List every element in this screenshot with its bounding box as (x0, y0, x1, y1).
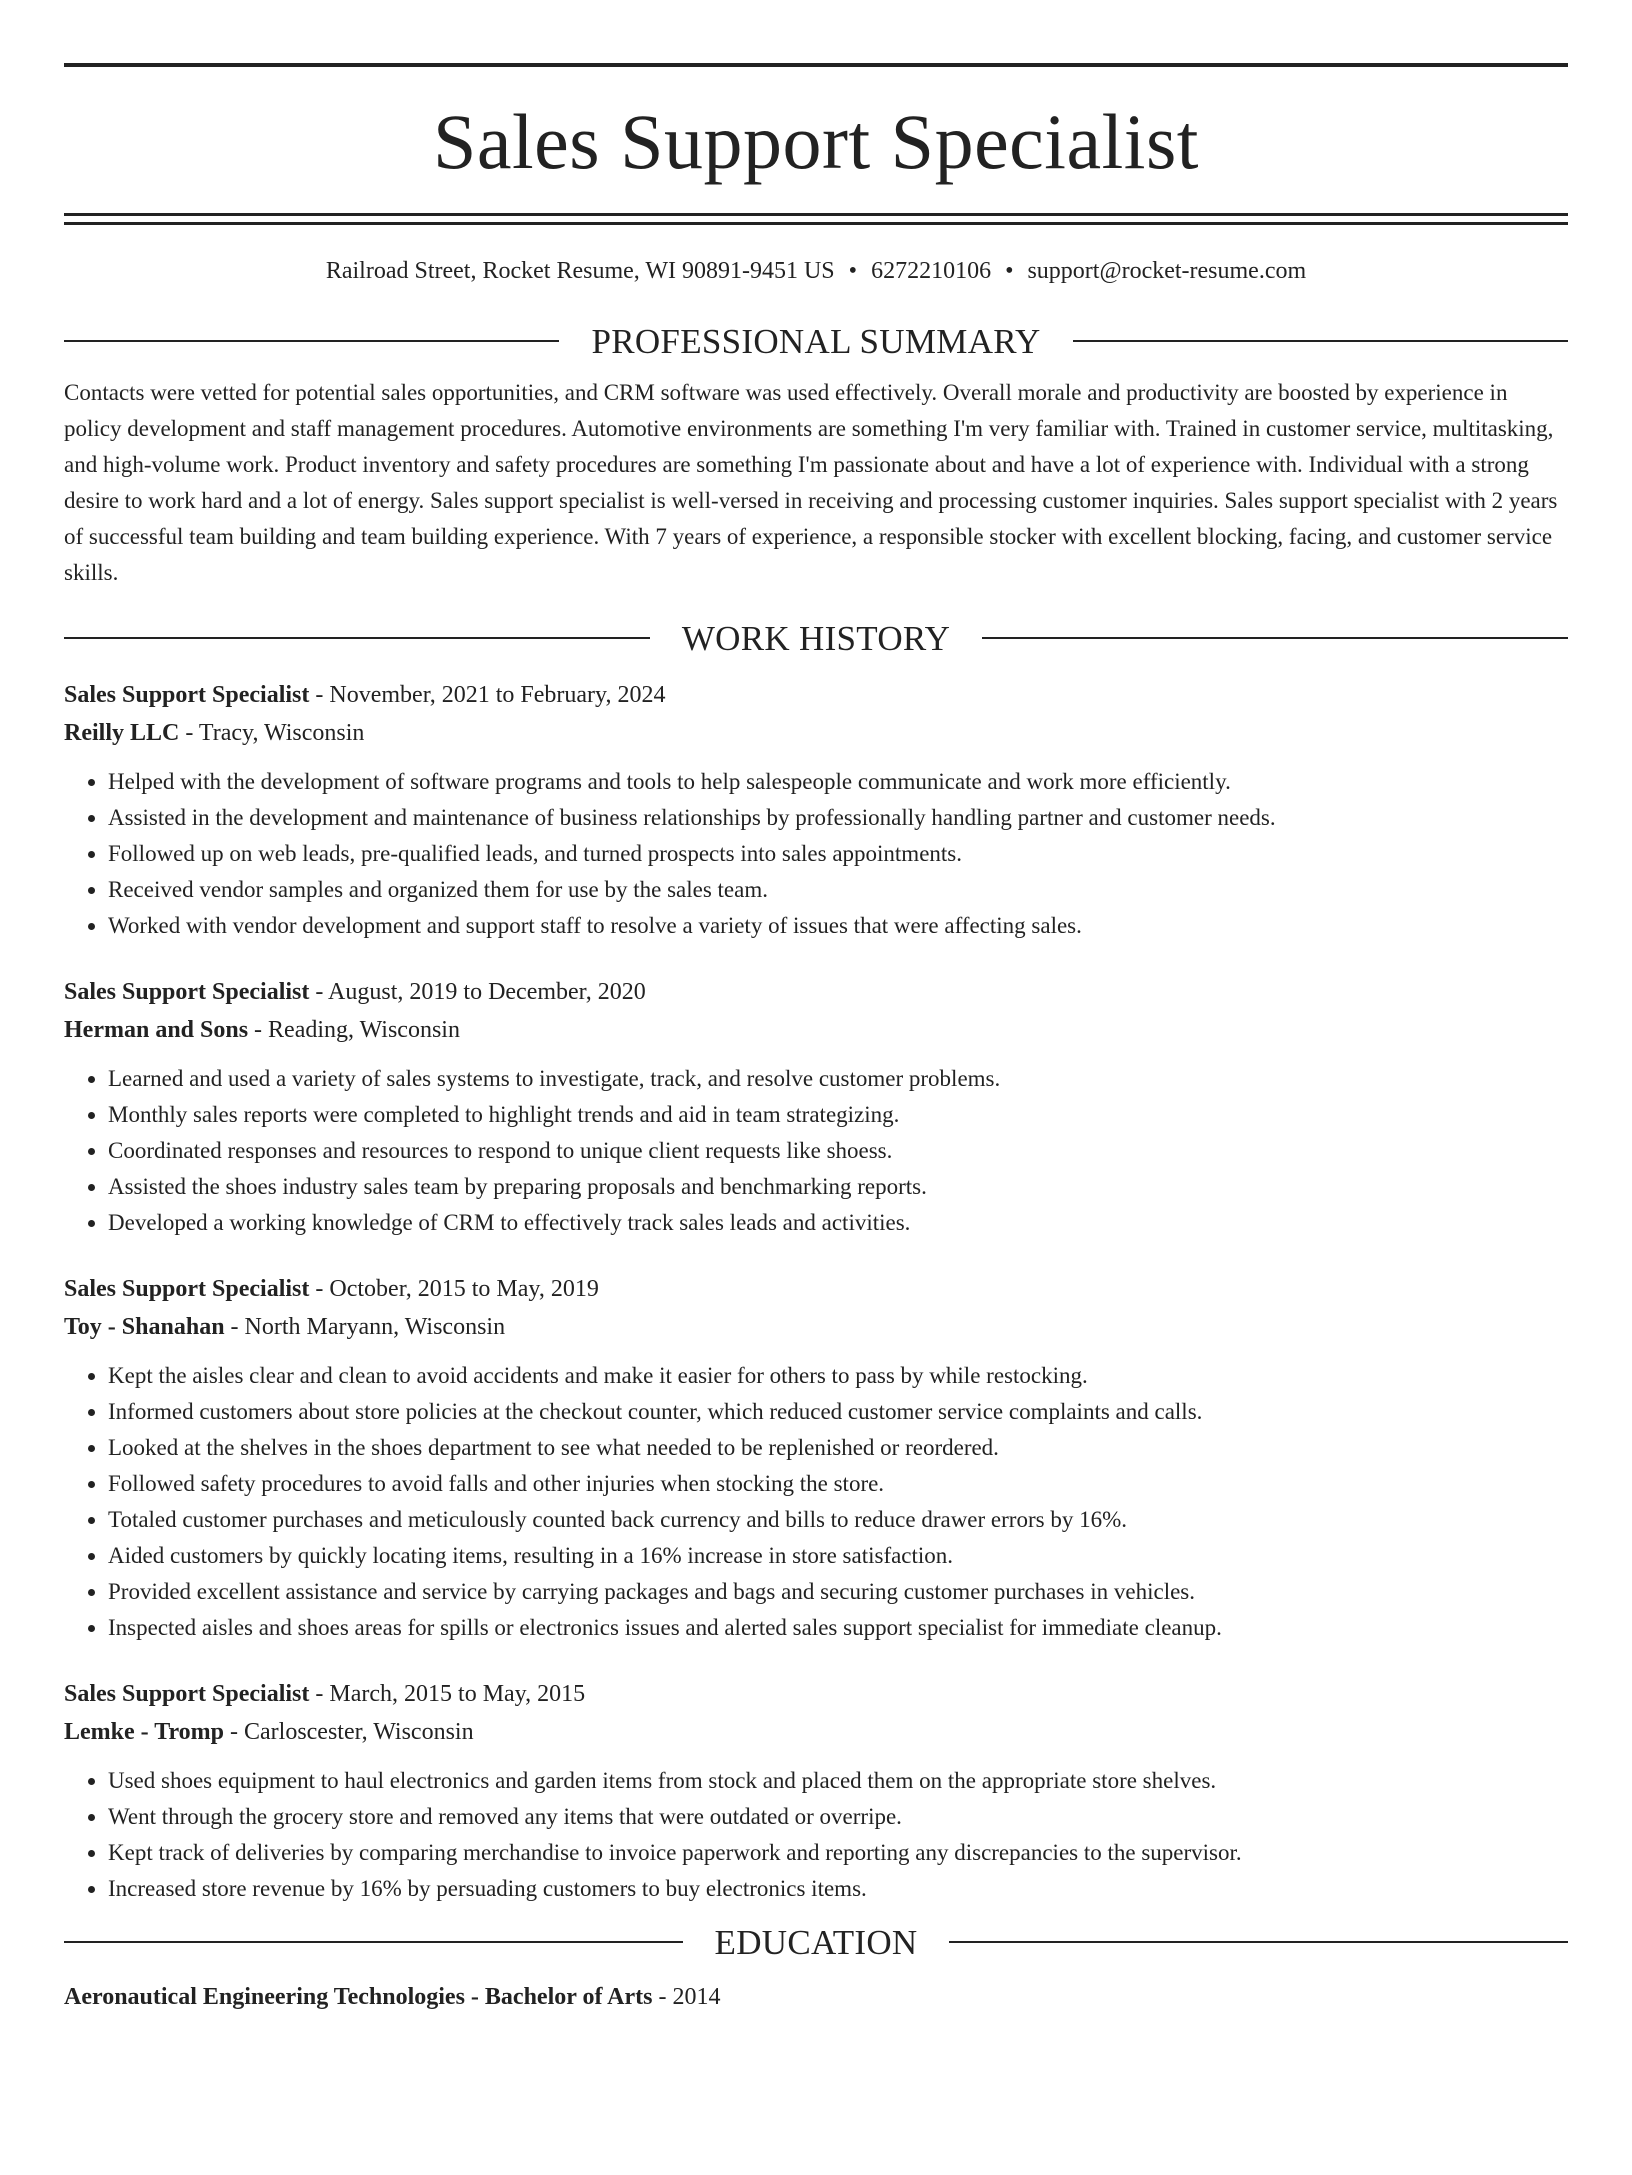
job-title: Sales Support Specialist (64, 1680, 310, 1707)
contact-address: Railroad Street, Rocket Resume, WI 90891-9451 US (325, 258, 835, 284)
education-entry (64, 1978, 1568, 2016)
contact-line (64, 257, 1568, 286)
education-degree: Aeronautical Engineering Technologies - Bachelor of Arts (64, 1983, 653, 2010)
job-title: Sales Support Specialist (64, 681, 310, 708)
heading-rule-right (982, 637, 1568, 639)
job-entry (64, 1270, 1568, 1646)
job-location: - North Maryann, Wisconsin (224, 1313, 506, 1340)
list-item: • Used shoes equipment to haul electronics and garden items from stock and placed them on the appropriate store shelves. (108, 1763, 1568, 1799)
list-item: • Developed a working knowledge of CRM to effectively track sales leads and activities. (108, 1205, 1568, 1241)
list-item: • Informed customers about store policies at the checkout counter, which reduced customer service complaints and calls. (108, 1394, 1568, 1430)
list-item: • Assisted the shoes industry sales team by preparing proposals and benchmarking reports. (108, 1169, 1568, 1205)
education-section-heading (64, 1922, 1568, 1962)
header-double-rule (64, 213, 1568, 225)
job-dates: - November, 2021 to February, 2024 (309, 681, 666, 708)
job-company: Reilly LLC (64, 719, 180, 746)
job-title-line (64, 1270, 1568, 1308)
list-item: • Coordinated responses and resources to respond to unique client requests like shoess. (108, 1133, 1568, 1169)
job-location: - Tracy, Wisconsin (179, 719, 365, 746)
list-item: • Learned and used a variety of sales systems to investigate, track, and resolve customer problems. (108, 1061, 1568, 1097)
list-item: • Helped with the development of software programs and tools to help salespeople communicate and work more efficiently. (108, 764, 1568, 800)
list-item: • Kept track of deliveries by comparing merchandise to invoice paperwork and reporting any discrepancies to the supervisor. (108, 1835, 1568, 1871)
job-company: Herman and Sons (64, 1016, 249, 1043)
list-item: • Increased store revenue by 16% by persuading customers to buy electronics items. (108, 1871, 1568, 1907)
heading-rule-right (1073, 340, 1568, 342)
job-company-line (64, 1713, 1568, 1751)
job-entry (64, 973, 1568, 1241)
job-company: Lemke - Tromp (64, 1718, 224, 1745)
job-bullets (64, 1358, 1568, 1646)
job-company-line (64, 1011, 1568, 1049)
list-item: • Totaled customer purchases and meticulously counted back currency and bills to reduce drawer errors by 16%. (108, 1502, 1568, 1538)
professional-summary: Contacts were vetted for potential sales opportunities, and CRM software was used effectively. Overall morale and productivity are boosted by experience in policy development and staff management procedures. Automotive environments are something I'm very familiar with. Trained in customer service, multitasking, and high-volume work. Product inventory and safety procedures are something I'm passionate about and have a lot of experience with. Individual with a strong desire to work hard and a lot of energy. Sales support specialist is well-versed in receiving and processing customer inquiries. Sales support specialist with 2 years of successful team building and team building experience. With 7 years of experience, a responsible stocker with excellent blocking, facing, and customer service skills. (64, 379, 1558, 585)
list-item: • Worked with vendor development and support staff to resolve a variety of issues that were affecting sales. (108, 908, 1568, 944)
list-item: • Looked at the shelves in the shoes department to see what needed to be replenished or reordered. (108, 1430, 1568, 1466)
list-item: • Provided excellent assistance and service by carrying packages and bags and securing customer purchases in vehicles. (108, 1574, 1568, 1610)
list-item: • Followed safety procedures to avoid falls and other injuries when stocking the store. (108, 1466, 1568, 1502)
job-location: - Reading, Wisconsin (248, 1016, 460, 1043)
education-title: EDUCATION (714, 1922, 918, 1962)
job-title: Sales Support Specialist (64, 978, 310, 1005)
bullet-separator: • (1005, 258, 1014, 284)
job-entry (64, 676, 1568, 944)
header-top-rule (64, 63, 1568, 67)
job-dates: - October, 2015 to May, 2019 (309, 1275, 599, 1302)
job-title: Sales Support Specialist (64, 1275, 310, 1302)
list-item: • Received vendor samples and organized them for use by the sales team. (108, 872, 1568, 908)
job-entry (64, 1675, 1568, 1907)
job-bullets (64, 764, 1568, 944)
job-company: Toy - Shanahan (64, 1313, 225, 1340)
heading-rule-right (949, 1941, 1568, 1943)
job-title-line (64, 1675, 1568, 1713)
list-item: • Inspected aisles and shoes areas for spills or electronics issues and alerted sales support specialist for immediate cleanup. (108, 1610, 1568, 1646)
job-company-line (64, 1308, 1568, 1346)
heading-rule-left (64, 1941, 683, 1943)
summary-title: PROFESSIONAL SUMMARY (591, 321, 1041, 361)
job-bullets (64, 1061, 1568, 1241)
job-bullets (64, 1763, 1568, 1907)
list-item: • Aided customers by quickly locating items, resulting in a 16% increase in store satisfaction. (108, 1538, 1568, 1574)
resume-page (0, 63, 1632, 2175)
job-dates: - August, 2019 to December, 2020 (309, 978, 646, 1005)
bullet-separator: • (848, 258, 858, 284)
education-year: - 2014 (652, 1983, 721, 2010)
list-item: • Kept the aisles clear and clean to avoid accidents and make it easier for others to pass by while restocking. (108, 1358, 1568, 1394)
heading-rule-left (64, 637, 650, 639)
job-location: - Carloscester, Wisconsin (224, 1718, 474, 1745)
work-section-heading (64, 618, 1568, 658)
resume-name: Sales Support Specialist (433, 98, 1199, 185)
job-title-line (64, 676, 1568, 714)
heading-rule-left (64, 340, 559, 342)
work-title: WORK HISTORY (681, 618, 951, 658)
job-title-line (64, 973, 1568, 1011)
list-item: • Assisted in the development and maintenance of business relationships by professionally handling partner and customer needs. (108, 800, 1568, 836)
job-dates: - March, 2015 to May, 2015 (309, 1680, 586, 1707)
job-company-line (64, 714, 1568, 752)
summary-section-heading (64, 321, 1568, 361)
list-item: • Went through the grocery store and removed any items that were outdated or overripe. (108, 1799, 1568, 1835)
contact-phone: 6272210106 (871, 258, 992, 284)
list-item: • Followed up on web leads, pre-qualified leads, and turned prospects into sales appointments. (108, 836, 1568, 872)
list-item: • Monthly sales reports were completed to highlight trends and aid in team strategizing. (108, 1097, 1568, 1133)
contact-email: support@rocket-resume.com (1027, 258, 1307, 284)
